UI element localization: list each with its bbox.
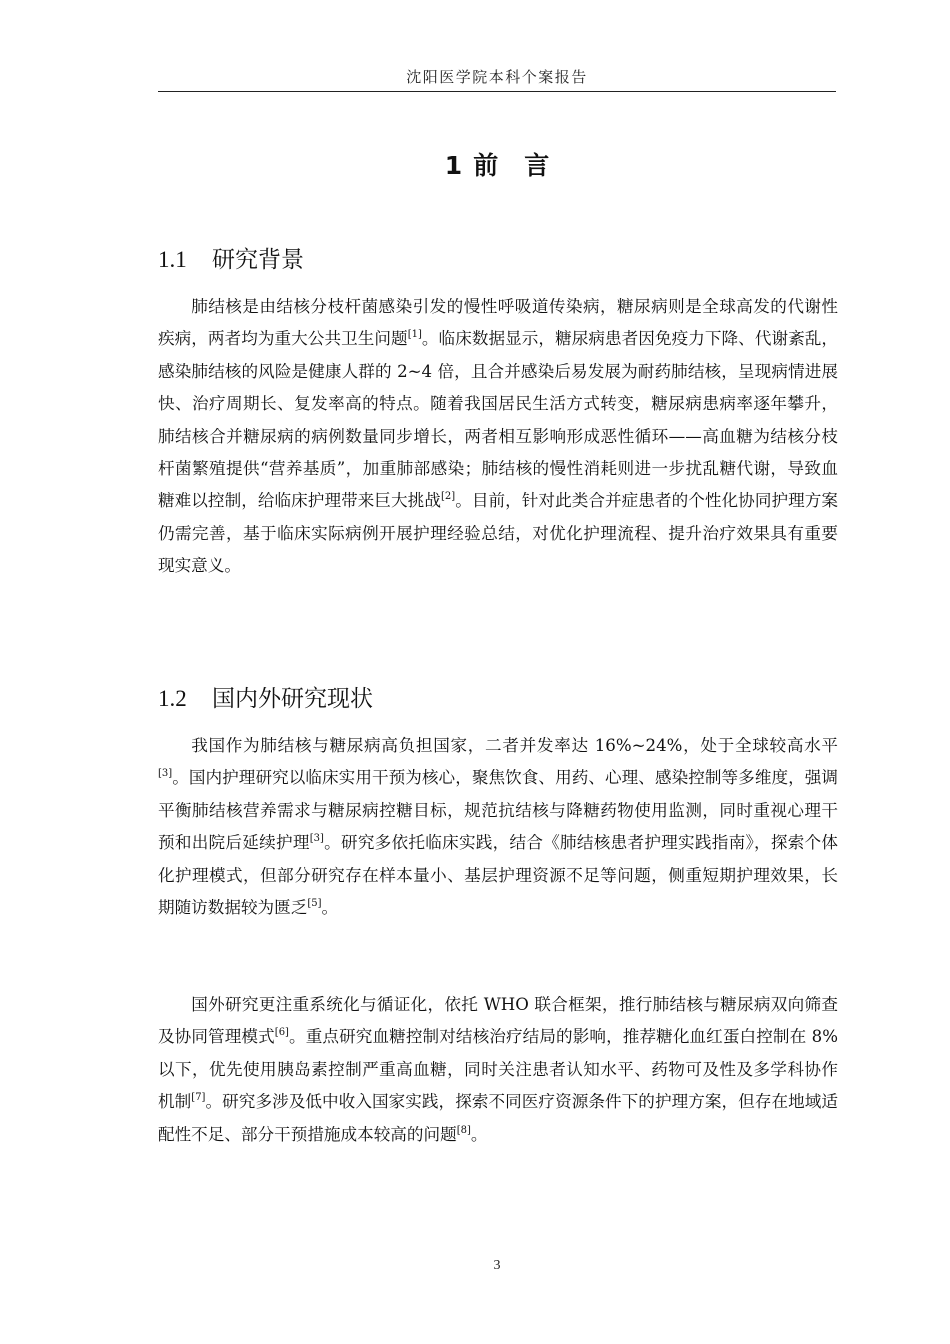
citation-ref: [2] bbox=[440, 491, 456, 503]
chapter-name: 前言 bbox=[473, 151, 576, 180]
text-run: 。 bbox=[321, 898, 339, 918]
chapter-title bbox=[158, 146, 836, 186]
text-run: 。 bbox=[470, 1124, 488, 1144]
running-header: 沈阳医学院本科个案报告 bbox=[406, 68, 588, 86]
section-number: 1.2 bbox=[158, 686, 187, 711]
citation-ref: [5] bbox=[307, 898, 322, 910]
paragraph-background bbox=[158, 291, 838, 583]
section-title: 研究背景 bbox=[212, 247, 304, 273]
text-run: 。目前，针对此类合并症患者的个性化协同护理方案仍需完善，基于临床实际病例开展护理经验总结，对优化护理流程、提升治疗效果具有重要现实意义。 bbox=[158, 491, 839, 576]
header-divider bbox=[158, 91, 836, 92]
text-run: 。研究多涉及低中收入国家实践，探索不同医疗资源条件下的护理方案，但存在地域适配性不足、部分干预措施成本较高的问题 bbox=[158, 1092, 839, 1144]
citation-ref: [1] bbox=[407, 329, 422, 341]
section-heading-1-1 bbox=[158, 241, 836, 273]
text-run: 。国内护理研究以临床实用干预为核心，聚焦饮食、用药、心理、感染控制等多维度，强调平衡肺结核营养需求与糖尿病控糖目标，规范抗结核与降糖药物使用监测，同时重视心理干预和出院后延续护理 bbox=[158, 768, 838, 853]
citation-ref: [3] bbox=[158, 768, 173, 780]
text-run: 。研究多依托临床实践，结合《肺结核患者护理实践指南》，探索个体化护理模式，但部分研究存在样本量小、基层护理资源不足等问题，侧重短期护理效果，长期随访数据较为匮乏 bbox=[158, 833, 839, 918]
text-run: 我国作为肺结核与糖尿病高负担国家，二者并发率达 16%~24%，处于全球较高水平 bbox=[191, 736, 838, 755]
section-title: 国内外研究现状 bbox=[212, 686, 373, 712]
citation-ref: [6] bbox=[274, 1027, 289, 1039]
citation-ref: [3] bbox=[309, 833, 324, 845]
chapter-number: 1 bbox=[444, 151, 464, 180]
text-run: 。重点研究血糖控制对结核治疗结局的影响，推荐糖化血红蛋白控制在 8%以下，优先使用胰岛素控制严重高血糖，同时关注患者认知水平、药物可及性及多学科协作机制 bbox=[158, 1027, 838, 1112]
text-run: 肺结核是由结核分枝杆菌感染引发的慢性呼吸道传染病，糖尿病则是全球高发的代谢性疾病，两者均为重大公共卫生问题 bbox=[158, 297, 838, 349]
citation-ref: [7] bbox=[191, 1092, 206, 1104]
section-number: 1.1 bbox=[158, 247, 187, 272]
section-heading-1-2 bbox=[158, 680, 836, 712]
page-number: 3 bbox=[493, 1258, 501, 1273]
text-run: 。临床数据显示，糖尿病患者因免疫力下降、代谢紊乱，感染肺结核的风险是健康人群的 2~4 倍，且合并感染后易发展为耐药肺结核，呈现病情进展快、治疗周期长、复发率高的特点。随着我国居民生活方式转变，糖尿病患病率逐年攀升，肺结核合并糖尿病的病例数量同步增长，两者相互影响形成恶性循环——高血糖为结核分枝杆菌繁殖提供“营养基质”，加重肺部感染；肺结核的慢性消耗则进一步扰乱糖代谢，导致血糖难以控制，给临床护理带来巨大挑战 bbox=[158, 329, 839, 511]
text-run: 国外研究更注重系统化与循证化，依托 WHO 联合框架，推行肺结核与糖尿病双向筛查及协同管理模式 bbox=[158, 995, 838, 1047]
paragraph-foreign-research bbox=[158, 989, 838, 1151]
citation-ref: [8] bbox=[456, 1124, 471, 1136]
paragraph-domestic-research bbox=[158, 730, 838, 924]
